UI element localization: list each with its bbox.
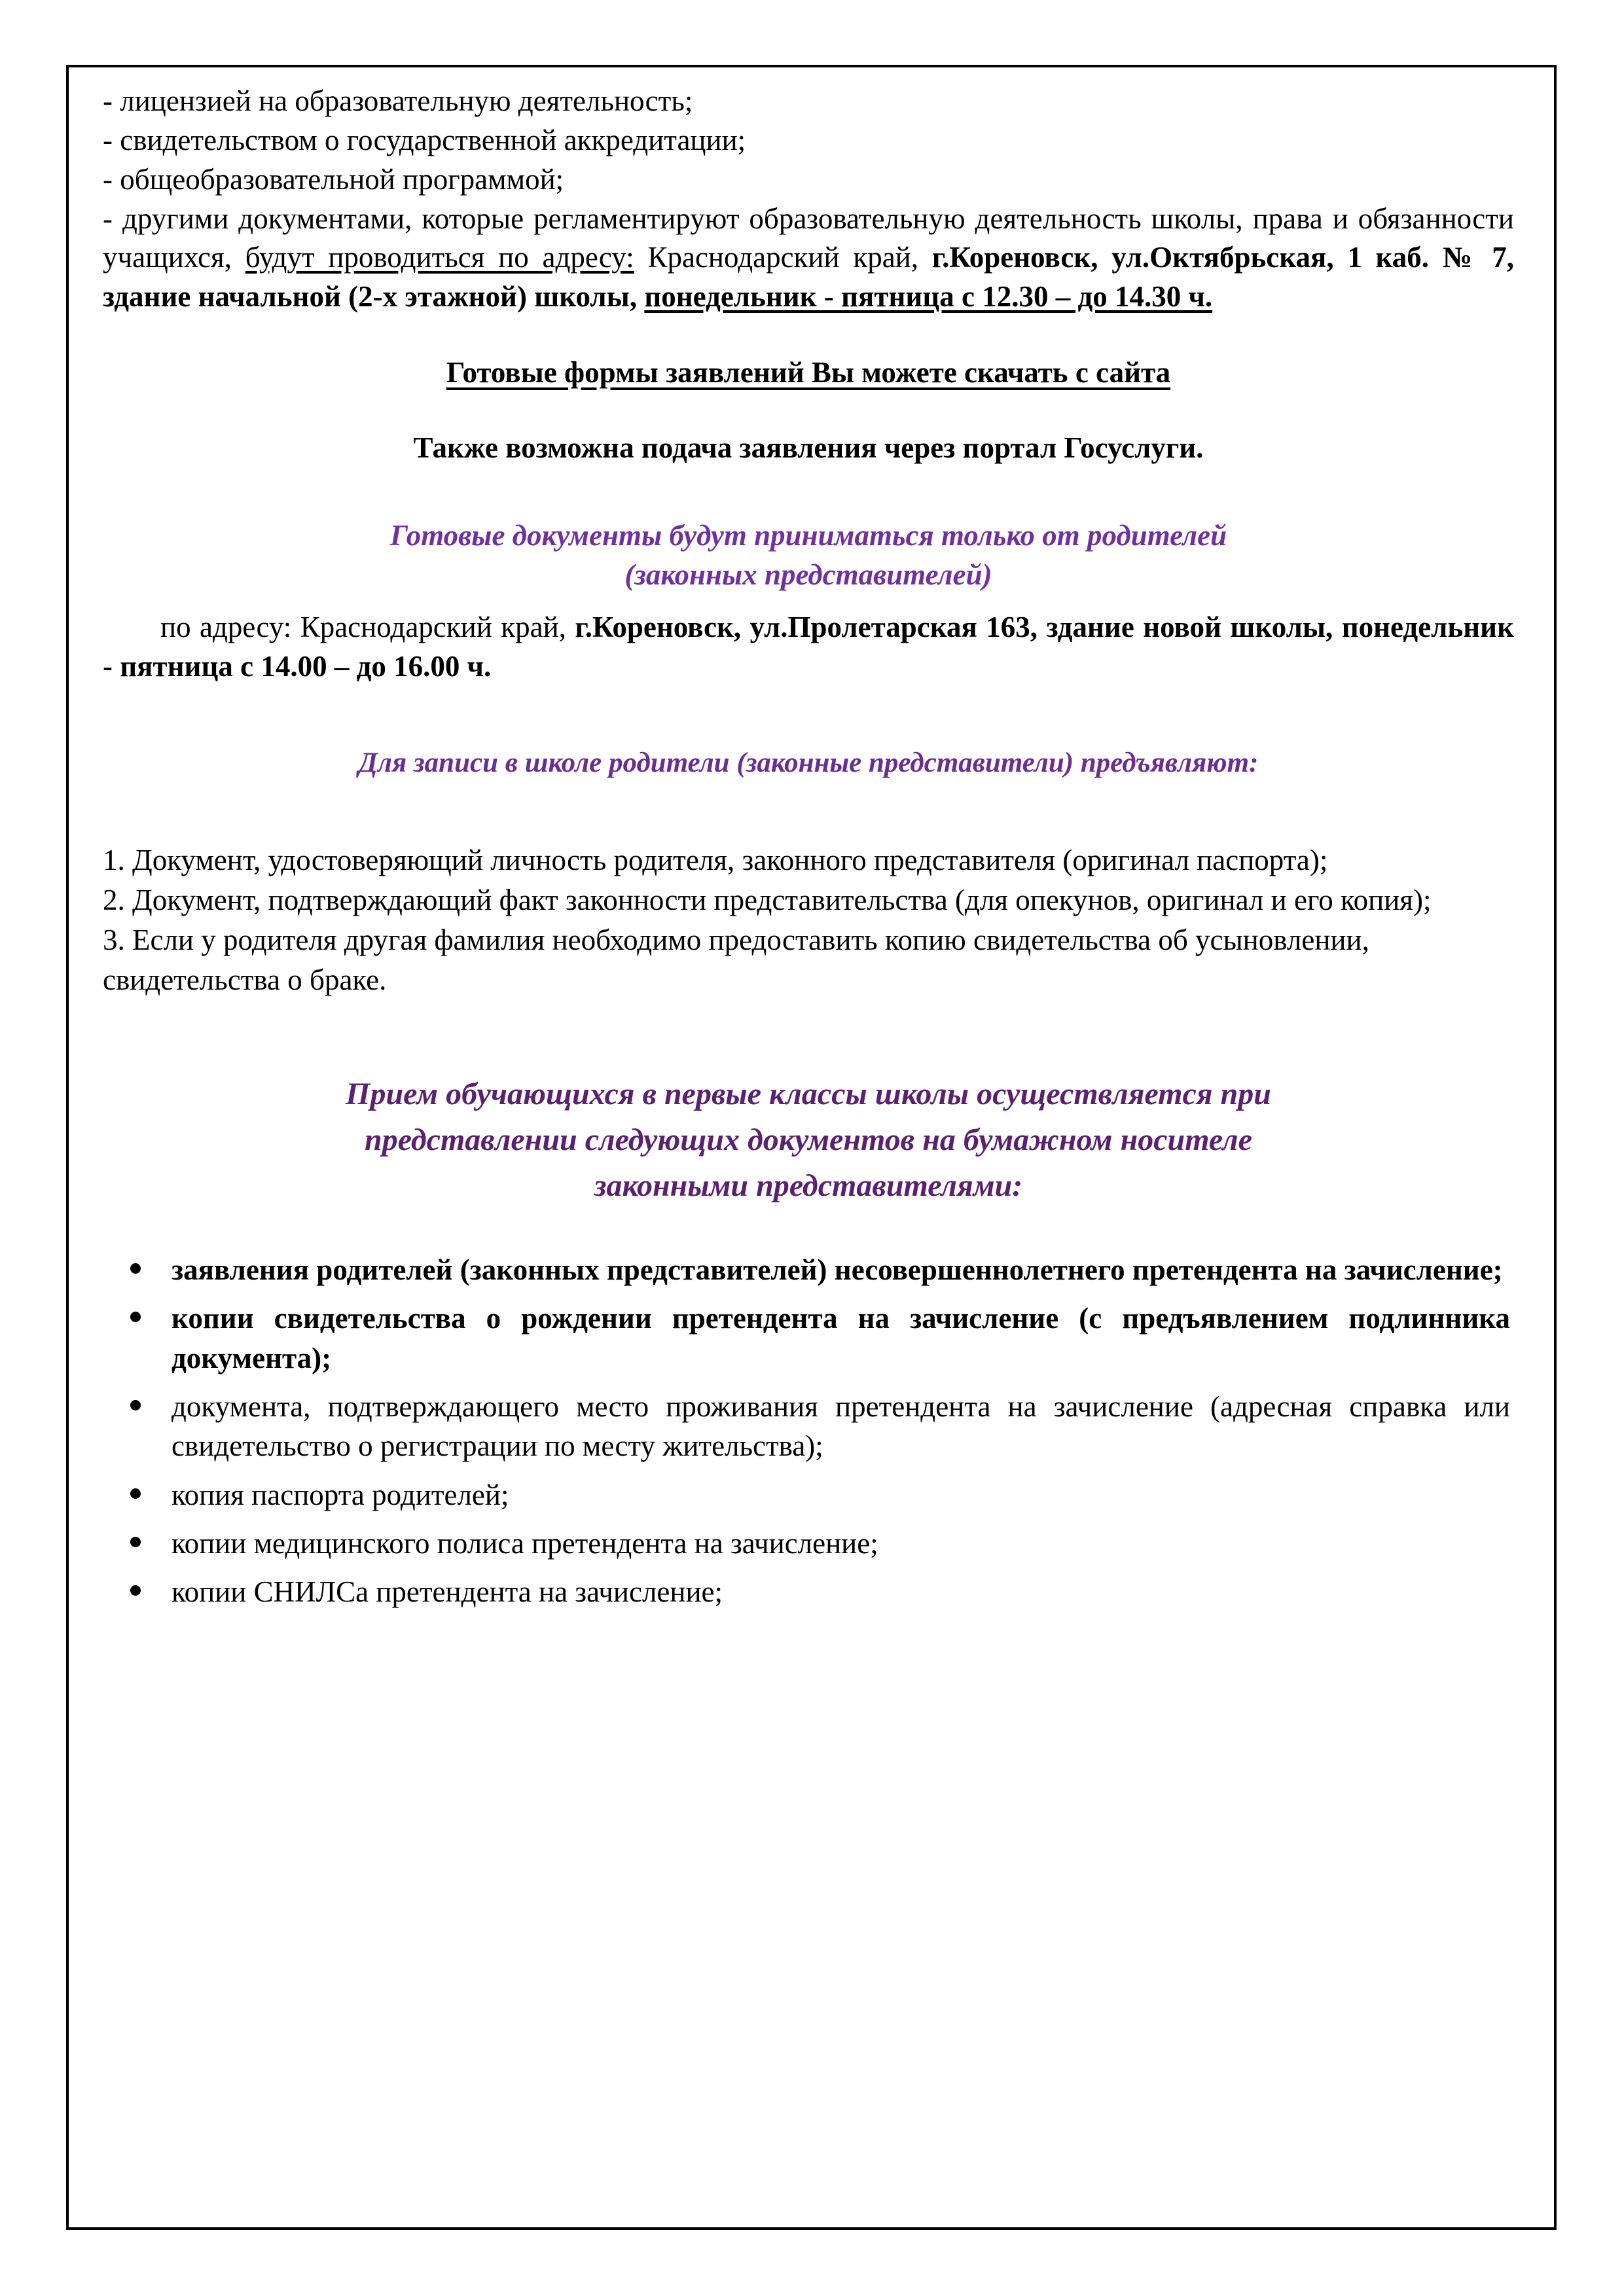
purple-heading-admission-line3: законными представителями:	[594, 1168, 1023, 1203]
list-item-text: документа, подтверждающего место проживания претендента на зачисление (адресная справка или свидетельство о регистрации по месту жительства);	[171, 1390, 1510, 1463]
list-item-text: заявления родителей (законных представителей) несовершеннолетнего претендента на зачисление;	[171, 1253, 1503, 1287]
list-item	[103, 1387, 1514, 1466]
document-content	[103, 82, 1514, 1621]
list-item-text: копии СНИЛСа претендента на зачисление;	[171, 1575, 723, 1609]
numbered-item-3: 3. Если у родителя другая фамилия необходимо предоставить копию свидетельства об усыновлении, свидетельства о браке.	[103, 923, 1369, 996]
address-bold-segment: г.Кореновск, ул.Пролетарская 163, здание новой школы, понедельник - пятница с 14.00 – до 16.00 ч.	[103, 610, 1514, 683]
purple-heading-documents-accepted-line1: Готовые документы будут приниматься только от родителей	[389, 519, 1227, 552]
list-item-text: копии медицинского полиса претендента на зачисление;	[171, 1526, 878, 1560]
required-documents-bullet-list	[103, 1250, 1514, 1611]
spacer	[103, 999, 1514, 1071]
list-item	[103, 1524, 1514, 1563]
spacer	[103, 781, 1514, 840]
list-item	[103, 1572, 1514, 1611]
bullet-dot-icon	[130, 1537, 141, 1547]
address-plain-start: по адресу: Краснодарский край,	[160, 610, 575, 643]
intro-item-program: - общеобразовательной программой;	[103, 162, 564, 196]
heading-download-forms: Готовые формы заявлений Вы можете скачать с сайта	[446, 356, 1171, 389]
spacer	[103, 317, 1514, 353]
intro-bold-address: г.Кореновск, ул.Октябрьская, 1 каб. № 7, здание начальной (2-х этажной) школы,	[103, 241, 1514, 314]
intro-item-license: - лицензией на образовательную деятельность;	[103, 84, 693, 117]
numbered-document-list	[103, 840, 1514, 999]
purple-heading-admission-line2: представлении следующих документов на бумажном носителе	[365, 1122, 1252, 1157]
spacer	[103, 595, 1514, 608]
heading-gosuslugi-portal: Также возможна подача заявления через портал Госуслуги.	[413, 431, 1204, 464]
list-item-text: копии свидетельства о рождении претендента на зачисление (с предъявлением подлинника документа);	[171, 1302, 1510, 1374]
intro-plain-mid: Краснодарский край,	[634, 241, 932, 274]
list-item	[103, 1299, 1514, 1378]
spacer	[103, 392, 1514, 429]
intro-item-accreditation: - свидетельством о государственной аккредитации;	[103, 123, 746, 156]
list-item	[103, 1250, 1514, 1289]
bullet-dot-icon	[130, 1312, 141, 1322]
bullet-dot-icon	[130, 1400, 141, 1410]
numbered-item-1: 1. Документ, удостоверяющий личность родителя, законного представителя (оригинал паспорта);	[103, 844, 1328, 877]
bullet-dot-icon	[130, 1585, 141, 1596]
list-item-text: копия паспорта родителей;	[171, 1478, 509, 1511]
spacer	[103, 686, 1514, 745]
spacer	[103, 1208, 1514, 1250]
purple-heading-registration-requirements: Для записи в школе родители (законные представители) предъявляют:	[358, 747, 1259, 779]
bullet-dot-icon	[130, 1263, 141, 1274]
numbered-item-2: 2. Документ, подтверждающий факт законности представительства (для опекунов, оригинал и его копия);	[103, 884, 1432, 917]
bullet-dot-icon	[130, 1488, 141, 1499]
address-paragraph	[103, 608, 1514, 687]
list-item	[103, 1475, 1514, 1515]
intro-paragraph-other-documents	[103, 200, 1514, 317]
intro-underlined-address-lead: будут проводиться по адресу:	[245, 241, 634, 274]
page-frame	[66, 65, 1557, 2230]
purple-heading-documents-accepted-line2: (законных представителей)	[624, 558, 992, 591]
spacer	[103, 467, 1514, 516]
purple-heading-admission-line1: Прием обучающихся в первые классы школы осуществляется при	[346, 1077, 1271, 1112]
intro-plain-start: - другими документами, которые регламентируют образовательную деятельность школы, права и обязанности учащихся,	[103, 202, 1514, 274]
intro-bold-underlined-hours: понедельник - пятница с 12.30 – до 14.30 ч.	[644, 280, 1213, 314]
